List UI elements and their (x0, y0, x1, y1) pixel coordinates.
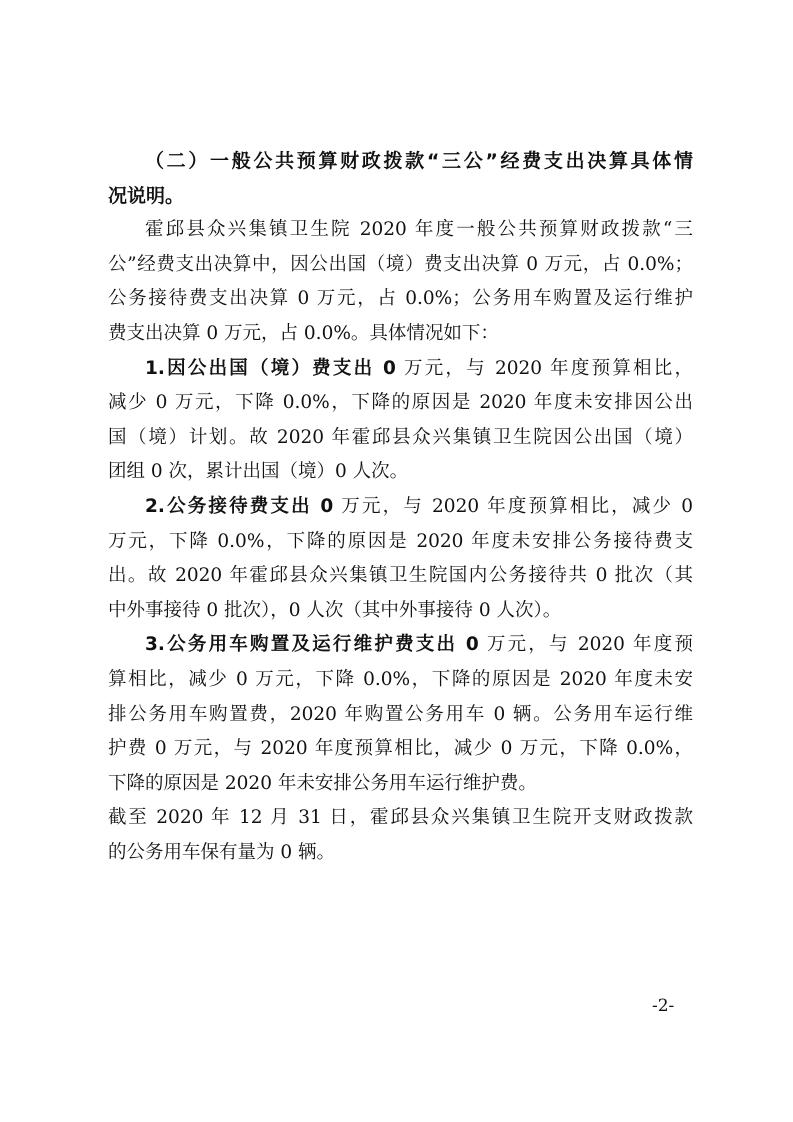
item-3-paragraph (108, 628, 693, 663)
item-2-title: 2.公务接待费支出 0 (145, 495, 334, 517)
section-heading (108, 144, 693, 179)
intro-line-3: 公务接待费支出决算 0 万元，占 0.0%；公务用车购置及运行维护 (108, 288, 693, 310)
item-2-line-2: 万元，下降 0.0%，下降的原因是 2020 年度未安排公务接待费支 (108, 530, 693, 552)
intro-line-4: 费支出决算 0 万元，占 0.0%。具体情况如下： (108, 322, 499, 344)
intro-paragraph (108, 213, 693, 248)
item-1-title: 1.因公出国（境）费支出 0 (145, 357, 396, 379)
item-2-line-3: 出。故 2020 年霍邱县众兴集镇卫生院国内公务接待共 0 批次（其 (108, 565, 693, 587)
item-1-line-2: 减少 0 万元，下降 0.0%，下降的原因是 2020 年度未安排因公出 (108, 392, 693, 414)
item-2-line-4: 中外事接待 0 批次），0 人次（其中外事接待 0 人次）。 (108, 599, 562, 621)
page-number: -2- (652, 996, 675, 1016)
item-1-line-3: 国（境）计划。故 2020 年霍邱县众兴集镇卫生院因公出国（境） (108, 426, 693, 448)
item-3-line-3: 排公务用车购置费，2020 年购置公务用车 0 辆。公务用车运行维 (108, 703, 693, 725)
document-body (108, 144, 693, 870)
item-3-line-4: 护费 0 万元，与 2020 年度预算相比，减少 0 万元，下降 0.0%， (108, 738, 693, 760)
item-1-paragraph (108, 352, 693, 387)
item-1-line-1 (145, 352, 693, 387)
heading-line-1: （二）一般公共预算财政拨款“三公”经费支出决算具体情 (145, 150, 693, 172)
heading-line-2: 况说明。 (108, 184, 185, 207)
intro-line-1: 霍邱县众兴集镇卫生院 2020 年度一般公共预算财政拨款“三 (145, 219, 693, 241)
intro-line-2: 公”经费支出决算中，因公出国（境）费支出决算 0 万元，占 0.0%； (108, 253, 693, 275)
item-2-line-1 (145, 490, 693, 525)
closing-paragraph (108, 801, 693, 836)
item-3-line-1 (145, 628, 693, 663)
item-3-title: 3.公务用车购置及运行维护费支出 0 (145, 634, 479, 656)
item-1-line-1-rest: 万元，与 2020 年度预算相比， (395, 357, 693, 379)
item-2-paragraph (108, 490, 693, 525)
item-1-line-4: 团组 0 次，累计出国（境）0 人次。 (108, 461, 409, 483)
item-3-line-1-rest: 万元，与 2020 年度预 (478, 634, 693, 656)
closing-line-2: 的公务用车保有量为 0 辆。 (108, 841, 336, 863)
item-3-line-2: 算相比，减少 0 万元，下降 0.0%，下降的原因是 2020 年度未安 (108, 668, 693, 690)
item-3-line-5: 下降的原因是 2020 年未安排公务用车运行维护费。 (108, 772, 537, 794)
section-heading-cont (108, 179, 693, 214)
item-2-line-1-rest: 万元，与 2020 年度预算相比，减少 0 (333, 495, 694, 517)
closing-line-1: 截至 2020 年 12 月 31 日，霍邱县众兴集镇卫生院开支财政拨款 (108, 807, 693, 829)
